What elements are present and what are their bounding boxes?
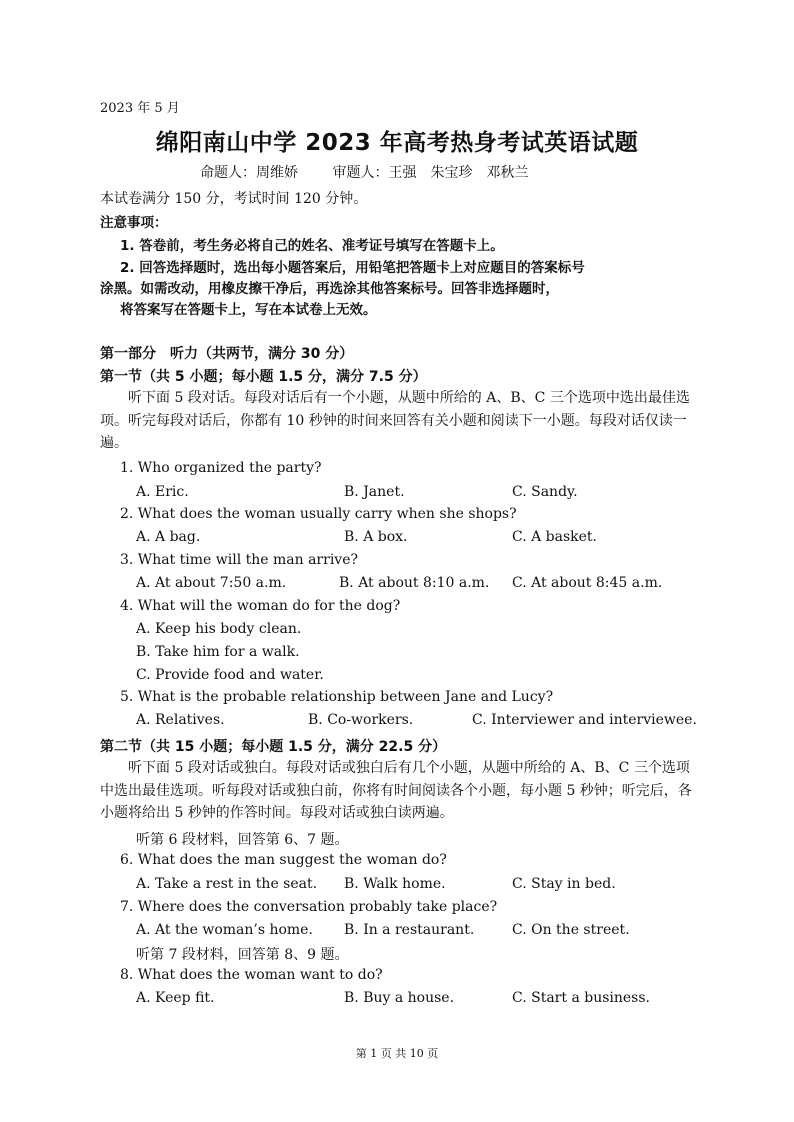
question-3-option-c: C. At about 8:45 a.m. (512, 575, 663, 591)
question-7-stem: 7. Where does the conversation probably take place? (120, 899, 498, 915)
page-number: 第 1 页 共 10 页 (355, 1047, 439, 1060)
exam-info: 本试卷满分 150 分，考试时间 120 分钟。 (100, 191, 368, 207)
question-6-stem: 6. What does the man suggest the woman do? (120, 852, 447, 868)
question-1-option-a: A. Eric. (136, 484, 189, 500)
reviewers: 审题人：王强 朱宝珍 邓秋兰 (332, 165, 529, 181)
question-5-option-a: A. Relatives. (136, 712, 225, 728)
question-8-option-b: B. Buy a house. (344, 990, 455, 1006)
part1-heading: 第一部分 听力（共两节，满分 30 分） (100, 346, 354, 362)
question-1-option-b: B. Janet. (344, 484, 405, 500)
question-7-option-a: A. At the woman’s home. (136, 922, 313, 938)
section1-instructions: 听下面 5 段对话。每段对话后有一个小题，从题中所给的 A、B、C 三个选项中选出最佳选项。听完每段对话后，你都有 10 秒钟的时间来回答有关小题和阅读下一小题。每段对话仅读一遍。 (100, 390, 690, 451)
section2-instructions: 听下面 5 段对话或独白。每段对话或独白后有几个小题，从题中所给的 A、B、C 三个选项中选出最佳选项。听每段对话或独白前，你将有时间阅读各个小题，每小题 5 秒钟；听完后，各小题将给出 5 秒钟的作答时间。每段对话或独白读两遍。 (100, 760, 692, 821)
question-5-stem: 5. What is the probable relationship between Jane and Lucy? (120, 689, 554, 705)
question-8-stem: 8. What does the woman want to do? (120, 967, 383, 983)
notice-heading: 注意事项： (100, 215, 168, 231)
section2-heading: 第二节（共 15 小题；每小题 1.5 分，满分 22.5 分） (100, 739, 447, 755)
question-2-option-b: B. A box. (344, 529, 408, 545)
question-6-option-c: C. Stay in bed. (512, 876, 616, 892)
setter: 命题人：周维娇 (200, 165, 298, 181)
question-7-option-b: B. In a restaurant. (344, 922, 475, 938)
question-3-option-a: A. At about 7:50 a.m. (136, 575, 287, 591)
question-4-option-a: A. Keep his body clean. (136, 621, 302, 637)
question-8-option-a: A. Keep fit. (136, 990, 215, 1006)
question-3-stem: 3. What time will the man arrive? (120, 552, 358, 568)
question-2-option-a: A. A bag. (136, 529, 201, 545)
question-5-option-b: B. Co-workers. (308, 712, 414, 728)
exam-date: 2023 年 5 月 (100, 101, 180, 116)
question-2-option-c: C. A basket. (512, 529, 598, 545)
material-6-label: 听第 6 段材料，回答第 6、7 题。 (136, 832, 349, 848)
question-1-stem: 1. Who organized the party? (120, 460, 322, 476)
question-4-option-b: B. Take him for a walk. (136, 644, 300, 660)
notice-item-1: 1. 答卷前，考生务必将自己的姓名、准考证号填写在答题卡上。 (120, 238, 504, 254)
question-7-option-c: C. On the street. (512, 922, 630, 938)
page-title: 绵阳南山中学 2023 年高考热身考试英语试题 (155, 130, 639, 156)
question-4-stem: 4. What will the woman do for the dog? (120, 598, 401, 614)
question-3-option-b: B. At about 8:10 a.m. (339, 575, 490, 591)
notice-item-2-line-2: 涂黑。如需改动，用橡皮擦干净后，再选涂其他答案标号。回答非选择题时， (100, 281, 559, 297)
question-1-option-c: C. Sandy. (512, 484, 578, 500)
authors-line (200, 162, 558, 182)
notice-item-2-line-3: 将答案写在答题卡上，写在本试卷上无效。 (120, 302, 377, 318)
question-5-option-c: C. Interviewer and interviewee. (472, 712, 697, 728)
question-6-option-b: B. Walk home. (344, 876, 446, 892)
question-2-stem: 2. What does the woman usually carry when she shops? (120, 506, 517, 522)
question-6-option-a: A. Take a rest in the seat. (136, 876, 318, 892)
question-8-option-c: C. Start a business. (512, 990, 651, 1006)
material-7-label: 听第 7 段材料，回答第 8、9 题。 (136, 947, 349, 963)
section1-heading: 第一节（共 5 小题；每小题 1.5 分，满分 7.5 分） (100, 369, 427, 385)
notice-item-2-line-1: 2. 回答选择题时，选出每小题答案后，用铅笔把答题卡上对应题目的答案标号 (120, 260, 585, 276)
question-4-option-c: C. Provide food and water. (136, 667, 324, 683)
